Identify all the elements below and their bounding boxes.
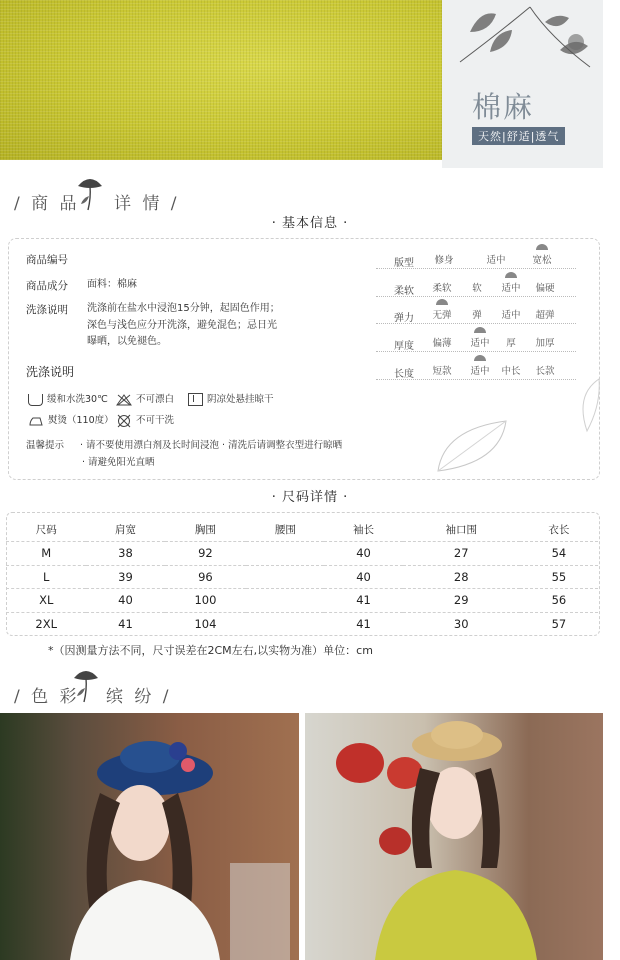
table-row: [6, 589, 598, 613]
table-cell: 56: [520, 589, 598, 613]
scale-option: 无弹: [432, 310, 452, 321]
scale-option: 适中: [470, 338, 490, 349]
size-table: [6, 517, 598, 635]
washing-label: 洗涤说明: [26, 304, 68, 316]
model-photo-white-shirt: [0, 713, 299, 960]
care-item: [116, 391, 174, 406]
table-cell: 92: [165, 542, 247, 566]
scale-option: 适中: [501, 283, 521, 294]
hang-dry-shade-icon: [188, 393, 203, 406]
scale-option: 适中: [501, 310, 521, 321]
care-text: 不可漂白: [136, 394, 175, 405]
tips-line: · 请不要使用漂白剂及长时间浸泡 · 清洗后请调整衣型进行晾晒: [80, 440, 343, 451]
scale-option: 柔软: [432, 283, 452, 294]
column-header: 腰围: [274, 523, 296, 536]
basic-info-heading: · 基本信息 ·: [271, 216, 349, 231]
leaf-watermark-icon: [573, 375, 601, 435]
washing-line: 深色与浅色应分开洗涤，避免混色；忌日光: [87, 319, 277, 331]
wash-30-icon: [28, 394, 43, 406]
table-cell: 30: [403, 612, 520, 635]
hero-tagline: 天然|舒适|透气: [472, 127, 565, 145]
column-header: 尺码: [35, 523, 57, 536]
washing-text: [87, 301, 280, 351]
hero-title: 棉麻: [472, 90, 535, 124]
scale-option: 偏硬: [535, 283, 555, 294]
scale-option: 软: [472, 283, 482, 294]
column-header: 胸围: [194, 523, 216, 536]
column-header: 肩宽: [115, 523, 136, 536]
table-cell: 41: [324, 612, 402, 635]
scale-option: 中长: [501, 366, 521, 377]
washing-line: 洗涤前在盐水中浸泡15分钟，起固色作用；: [87, 303, 280, 314]
table-cell: 104: [165, 612, 247, 635]
care-item: [28, 412, 114, 427]
product-code-label: 商品编号: [26, 254, 68, 266]
scale-selected-marker: [474, 355, 486, 361]
scale-selected-marker: [474, 327, 486, 333]
model-illustration: [305, 713, 603, 960]
table-cell: 40: [86, 589, 164, 613]
scale-option: 偏薄: [432, 338, 452, 349]
size-details-heading: · 尺码详情 ·: [271, 490, 349, 505]
iron-icon: [28, 415, 44, 427]
scale-selected-marker: [505, 272, 517, 278]
model-illustration: [0, 713, 299, 960]
table-cell: [246, 612, 324, 635]
scale-selected-marker: [536, 244, 548, 250]
table-cell: [246, 589, 324, 613]
lotus-leaf-icon: [72, 666, 100, 704]
tips-line: · 请避免阳光直晒: [82, 457, 155, 468]
details-heading-left: / 商 品: [14, 194, 80, 214]
washing-line: 曝晒，以免褪色。: [87, 336, 167, 347]
scale-divider: [376, 351, 576, 352]
table-cell: XL: [6, 589, 86, 613]
table-row: [6, 565, 598, 589]
column-header: 袖口围: [445, 523, 477, 536]
care-item: [188, 391, 274, 406]
scale-divider: [376, 323, 576, 324]
size-note: *（因测量方法不同，尺寸误差在2CM左右,以实物为准）单位：cm: [48, 644, 373, 657]
colors-heading-left: / 色 彩: [14, 687, 80, 707]
composition-value: 面料：棉麻: [87, 279, 137, 290]
table-cell: [246, 542, 324, 566]
table-cell: 100: [165, 589, 247, 613]
table-cell: 28: [403, 565, 520, 589]
table-cell: 55: [520, 565, 598, 589]
care-item: [28, 391, 108, 406]
table-cell: 29: [403, 589, 520, 613]
details-heading-right: 详 情 /: [114, 194, 180, 214]
table-cell: [246, 565, 324, 589]
no-bleach-icon: [116, 394, 132, 406]
table-cell: M: [6, 542, 86, 566]
scale-label: 厚度: [394, 341, 414, 352]
scale-divider: [376, 268, 576, 269]
scale-selected-marker: [436, 299, 448, 305]
table-cell: L: [6, 565, 86, 589]
scale-label: 版型: [394, 258, 414, 269]
scale-option: 修身: [434, 255, 454, 266]
scale-option: 弹: [472, 310, 482, 321]
scale-label: 弹力: [394, 313, 414, 324]
scale-divider: [376, 379, 576, 380]
table-row: [6, 612, 598, 635]
scale-option: 厚: [506, 338, 516, 349]
care-heading: 洗涤说明: [26, 365, 75, 379]
fabric-swatch-image: [0, 0, 442, 160]
table-cell: 96: [165, 565, 247, 589]
leaves-illustration-icon: [450, 2, 600, 77]
lotus-leaf-icon: [76, 174, 104, 212]
table-cell: 2XL: [6, 612, 86, 635]
care-text: 缓和水洗30℃: [47, 394, 108, 405]
scale-label: 柔软: [394, 286, 414, 297]
colors-heading-right: 缤 纷 /: [106, 687, 172, 707]
composition-label: 商品成分: [26, 280, 68, 292]
table-cell: 41: [86, 612, 164, 635]
table-cell: 57: [520, 612, 598, 635]
care-text: 阴凉处悬挂晾干: [207, 394, 274, 405]
table-cell: 41: [324, 589, 402, 613]
column-header: 袖长: [353, 523, 375, 536]
tips-label: 温馨提示: [26, 440, 65, 451]
scale-option: 长款: [535, 366, 555, 377]
care-text: 熨烫（110度）: [48, 415, 114, 426]
leaf-watermark-icon: [434, 415, 514, 475]
care-item: [116, 412, 174, 428]
table-cell: 39: [86, 565, 164, 589]
size-table-header: [6, 517, 598, 542]
table-row: [6, 542, 598, 566]
scale-divider: [376, 296, 576, 297]
no-dry-clean-icon: [116, 414, 132, 428]
table-cell: 54: [520, 542, 598, 566]
column-header: 衣长: [548, 523, 570, 536]
scale-option: 短款: [432, 366, 452, 377]
table-cell: 40: [324, 542, 402, 566]
scale-label: 长度: [394, 369, 414, 380]
scale-option: 适中: [470, 366, 490, 377]
scale-option: 超弹: [535, 310, 555, 321]
table-cell: 27: [403, 542, 520, 566]
scale-option: 宽松: [532, 255, 552, 266]
table-cell: 38: [86, 542, 164, 566]
model-photo-yellow-shirt: [305, 713, 603, 960]
scale-option: 加厚: [535, 338, 555, 349]
scale-option: 适中: [486, 255, 506, 266]
table-cell: 40: [324, 565, 402, 589]
care-text: 不可干洗: [136, 415, 175, 426]
